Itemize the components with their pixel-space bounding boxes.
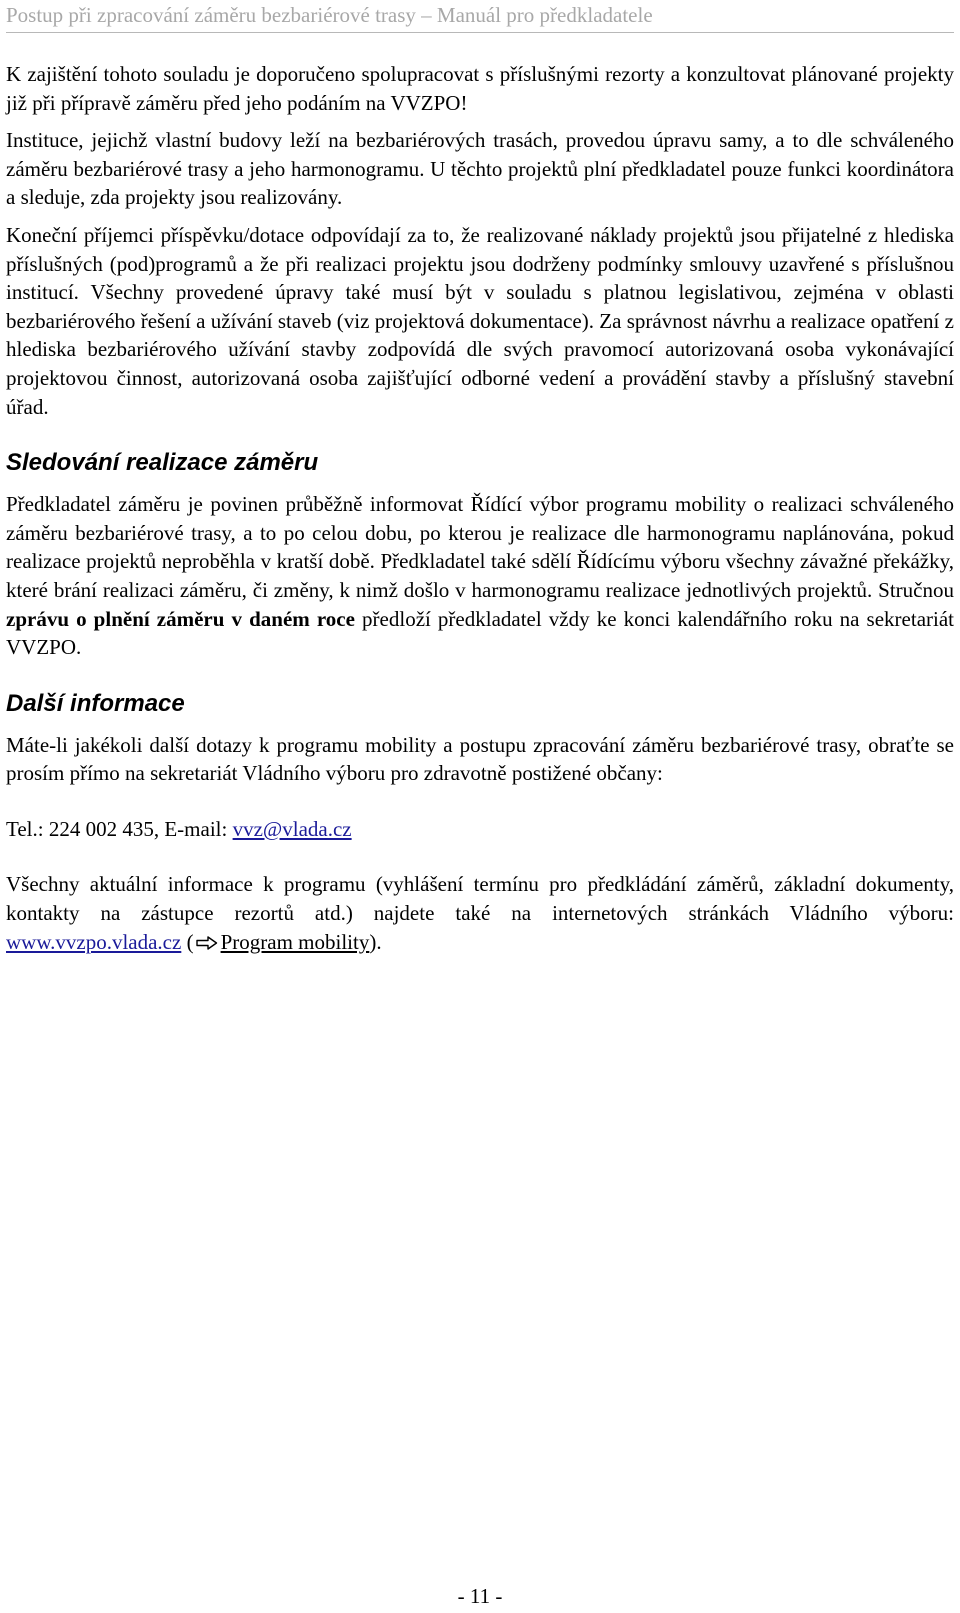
paren-open: ( bbox=[181, 929, 194, 954]
monitoring-bold-report: zprávu o plnění záměru v daném roce bbox=[6, 606, 355, 631]
paragraph-final-recipients: Koneční příjemci příspěvku/dotace odpovídají za to, že realizované náklady projektů jsou přijatelné z hlediska příslušných (pod)programů a že při realizaci projektu jsou dodrženy podmínky smlouvy uzavřené s příslušnou institucí. Všechny provedené úpravy také musí být v souladu s platnou legislativou, zejména v oblasti bezbariérového řešení a užívání staveb (viz projektová dokumentace). Za správnost návrhu a realizace opatření z hlediska bezbariérového užívání stavby zodpovídá dle svých pravomocí autorizovaná osoba vykonávající projektovou činnost, autorizovaná osoba zajišťující odborné vedení a provádění stavby a příslušný stavební úřad. bbox=[6, 222, 954, 419]
website-link[interactable]: www.vvzpo.vlada.cz bbox=[6, 929, 182, 954]
contact-phone-text: Tel.: 224 002 435, E-mail: bbox=[6, 816, 233, 841]
heading-more-info: Další informace bbox=[6, 689, 185, 717]
spacer bbox=[6, 797, 954, 815]
paragraph-cooperation: K zajištění tohoto souladu je doporučeno spolupracovat s příslušnými rezorty a konzultovat plánované projekty již při přípravě záměru před jeho podáním na VVZPO! bbox=[6, 62, 954, 115]
paren-close: ). bbox=[369, 929, 382, 954]
page-number: - 11 - bbox=[457, 1584, 503, 1608]
paragraph-web-info bbox=[6, 870, 954, 956]
program-mobility-link[interactable]: Program mobility bbox=[220, 929, 370, 954]
monitoring-text-start: Předkladatel záměru je povinen průběžně informovat Řídící výbor programu mobility o realizaci schváleného záměru bezbariérové trasy, a to po celou dobu, po kterou je realizace dle harmonogramu naplánována, pokud realizace projektů neproběhla v kratší době. Předkladatel také sdělí Řídícímu výboru všechny závažné překážky, které brání realizaci záměru, či změny, k nimž došlo v harmonogramu realizace jednotlivých projektů. Stručnou bbox=[6, 492, 954, 602]
running-header bbox=[6, 2, 954, 33]
web-info-text: Všechny aktuální informace k programu (vyhlášení termínu pro předkládání záměrů, základní dokumenty, kontakty na zástupce rezortů atd.) najdete také na internetových stránkách Vládního výboru: bbox=[6, 872, 954, 926]
paragraph-monitoring bbox=[6, 490, 954, 662]
running-header-title: Postup při zpracování záměru bezbariérové trasy – Manuál pro předkladatele bbox=[6, 3, 653, 27]
monitoring-text-end: předloží předkladatel vždy ke konci kalendářního roku na sekretariát VVZPO. bbox=[6, 606, 955, 660]
email-link[interactable]: vvz@vlada.cz bbox=[232, 816, 352, 841]
document-page bbox=[6, 0, 954, 1613]
right-arrow-icon bbox=[196, 936, 218, 950]
heading-monitoring: Sledování realizace záměru bbox=[6, 449, 319, 477]
page-content bbox=[6, 60, 954, 965]
paragraph-institutions: Instituce, jejichž vlastní budovy leží na bezbariérových trasách, provedou úpravu samy, a to dle schváleného záměru bezbariérové trasy a jeho harmonogramu. U těchto projektů plní předkladatel pouze funkci koordinátora a sleduje, zda projekty jsou realizovány. bbox=[6, 128, 954, 210]
paragraph-contact-intro: Máte-li jakékoli další dotazy k programu mobility a postupu zpracování záměru bezbariérové trasy, obraťte se prosím přímo na sekretariát Vládního výboru pro zdravotně postižené občany: bbox=[6, 732, 954, 786]
spacer bbox=[6, 852, 954, 870]
paragraph-contact-line bbox=[6, 815, 954, 844]
